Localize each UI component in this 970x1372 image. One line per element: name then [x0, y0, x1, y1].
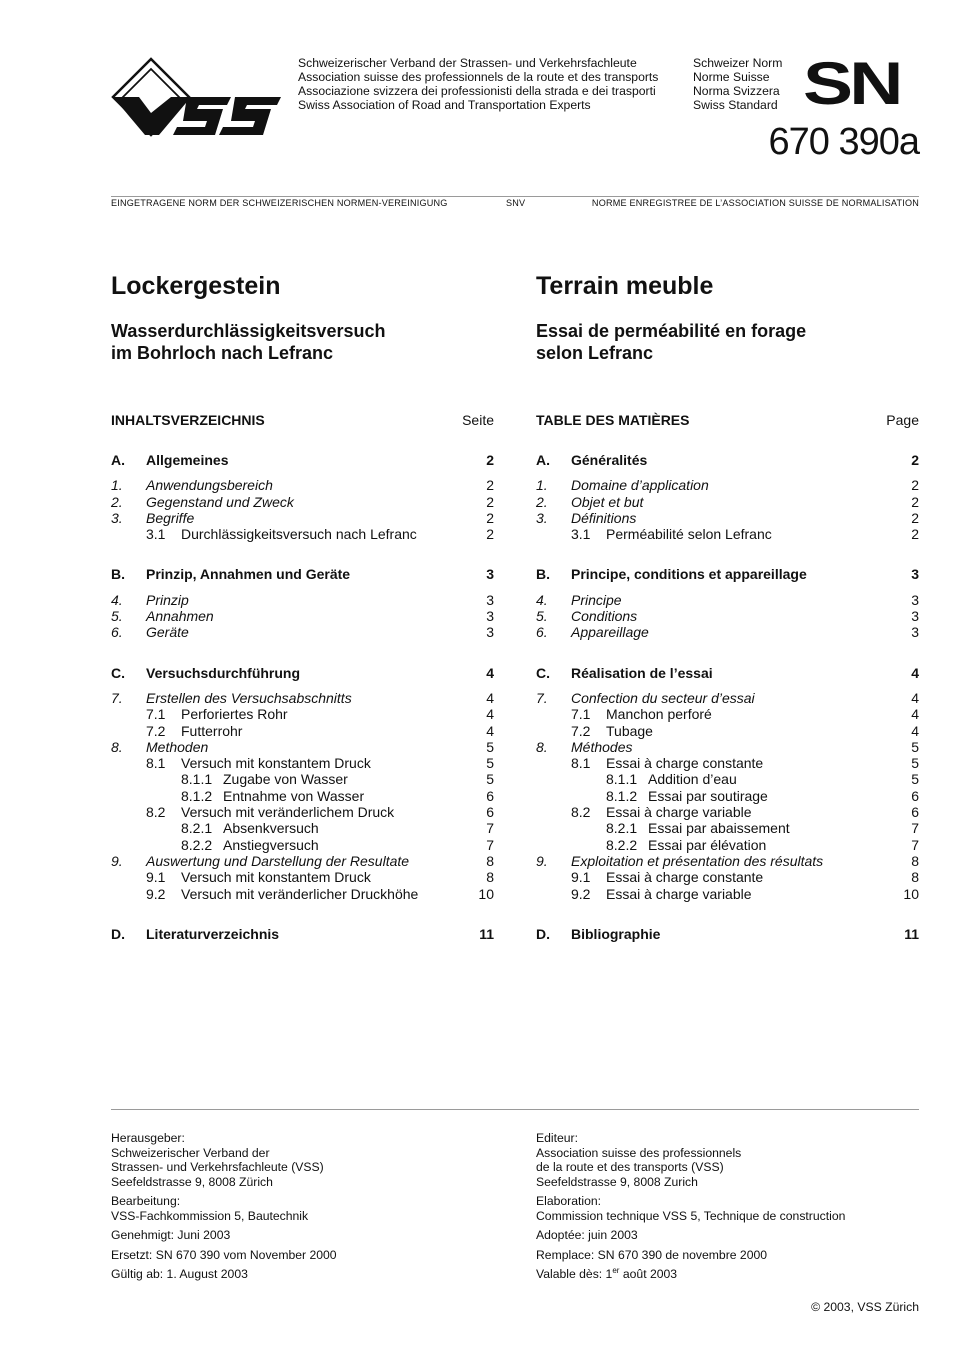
toc-entry-page: 5	[486, 738, 494, 755]
toc-entry-page: 5	[486, 755, 494, 772]
toc-section-number: B.	[536, 566, 550, 583]
toc-entry	[536, 608, 919, 624]
toc-entry-page: 10	[478, 885, 494, 902]
toc-entry	[536, 494, 919, 510]
toc-entry-text: Essai à charge variable	[606, 885, 752, 902]
footer-fr	[536, 1131, 845, 1287]
toc-entry-text: Absenkversuch	[223, 820, 319, 837]
column-fr	[536, 271, 919, 942]
toc-entry-text: Objet et but	[571, 493, 644, 510]
toc-entry	[111, 739, 494, 755]
publisher-label-fr: Editeur:	[536, 1131, 579, 1145]
toc-section-page: 11	[904, 925, 919, 942]
toc-entry-page: 7	[486, 836, 494, 853]
toc-entry-number: 5.	[111, 608, 123, 625]
toc-section-page: 3	[911, 566, 919, 583]
toc-entry-number: 9.2	[146, 885, 166, 902]
toc-entry-page: 4	[486, 722, 494, 739]
publisher-line-de: Seefeldstrasse 9, 8008 Zürich	[111, 1174, 273, 1189]
toc-entry-text: Erstellen des Versuchsabschnitts	[146, 689, 352, 706]
elaboration-text-fr: Commission technique VSS 5, Technique de construction	[536, 1208, 846, 1223]
toc-section	[111, 926, 494, 942]
elaboration-text-de: VSS-Fachkommission 5, Bautechnik	[111, 1208, 309, 1223]
toc-entry-page: 4	[911, 722, 919, 739]
toc-section	[536, 926, 919, 942]
valid-de: Gültig ab: 1. August 2003	[111, 1267, 248, 1281]
toc-section	[111, 665, 494, 681]
toc-entry-text: Zugabe von Wasser	[223, 771, 348, 788]
toc-section-number: A.	[111, 452, 125, 468]
toc-entry-number: 7.1	[571, 706, 591, 723]
toc-entry-text: Entnahme von Wasser	[223, 787, 365, 804]
toc-entry-number: 9.2	[571, 885, 591, 902]
toc-section-page: 2	[911, 452, 919, 468]
toc-entry	[111, 869, 494, 885]
toc-entry-text: Appareillage	[571, 624, 649, 641]
toc-entry	[536, 510, 919, 526]
toc-entry-text: Geräte	[146, 624, 189, 641]
elaboration-label-fr: Elaboration:	[536, 1194, 602, 1208]
valid-fr-sup: er	[612, 1265, 620, 1275]
toc-entry-page: 2	[911, 493, 919, 510]
toc-entry	[536, 837, 919, 853]
toc-entry-number: 3.	[536, 509, 548, 526]
toc-entry-page: 7	[911, 836, 919, 853]
toc-entry-page: 8	[486, 852, 494, 869]
toc-entry-page: 5	[486, 771, 494, 788]
toc-entry-text: Anstiegversuch	[223, 836, 319, 853]
toc-entry-number: 8.2.1	[181, 820, 213, 837]
toc-entry-number: 7.2	[146, 722, 166, 739]
toc-entry-page: 2	[911, 477, 919, 494]
toc-section-page: 4	[486, 664, 494, 681]
norm-type-labels	[693, 56, 782, 112]
toc-entry-text: Methoden	[146, 738, 209, 755]
toc-entry	[111, 771, 494, 787]
toc-entry-number: 1.	[111, 477, 123, 494]
toc-entry-page: 6	[486, 804, 494, 821]
toc-entry-text: Anwendungsbereich	[146, 477, 273, 494]
toc-entry-text: Addition d’eau	[648, 771, 737, 788]
toc-entry-page: 10	[903, 885, 919, 902]
toc-entry-number: 8.1.2	[181, 787, 213, 804]
toc-entry-number: 1.	[536, 477, 548, 494]
toc-section-page: 3	[486, 566, 494, 583]
approved-de: Genehmigt: Juni 2003	[111, 1228, 231, 1242]
norm-type-it: Norma Svizzera	[693, 84, 780, 98]
toc-section-number: B.	[111, 566, 125, 583]
publisher-line-fr: Association suisse des professionnels	[536, 1145, 742, 1160]
publisher-line-fr: de la route et des transports (VSS)	[536, 1160, 724, 1174]
toc-entry	[111, 723, 494, 739]
norm-type-de: Schweizer Norm	[693, 56, 783, 70]
toc-entry-text: Essai par élévation	[648, 836, 767, 853]
association-name-it: Associazione svizzera dei professionisti della strada e dei trasporti	[298, 84, 656, 98]
toc-entry-page: 3	[486, 591, 494, 608]
toc-entry-page: 3	[911, 591, 919, 608]
copyright: © 2003, VSS Zürich	[811, 1300, 919, 1314]
toc-entry-text: Versuch mit konstantem Druck	[181, 755, 371, 772]
toc-entry-page: 2	[486, 509, 494, 526]
toc-entry-text: Essai à charge constante	[606, 755, 764, 772]
toc-entry-page: 2	[486, 526, 494, 543]
toc-entry	[536, 820, 919, 836]
toc-entry	[111, 526, 494, 542]
toc-entry	[111, 494, 494, 510]
publisher-line-fr: Seefeldstrasse 9, 8008 Zurich	[536, 1174, 698, 1189]
toc-entry-page: 3	[911, 608, 919, 625]
toc-entry-text: Durchlässigkeitsversuch nach Lefranc	[181, 526, 417, 543]
toc-entry-number: 8.	[111, 738, 123, 755]
toc-entry-page: 4	[911, 706, 919, 723]
toc-entry-number: 6.	[536, 624, 548, 641]
toc-entry	[536, 886, 919, 902]
toc-section-title: Literaturverzeichnis	[146, 925, 280, 942]
toc-entry-page: 8	[911, 852, 919, 869]
toc-section-number: D.	[111, 925, 125, 942]
toc-entry-page: 7	[486, 820, 494, 837]
toc-entry-text: Essai par soutirage	[648, 787, 768, 804]
toc-entry	[111, 853, 494, 869]
subtitle-de-line1: Wasserdurchlässigkeitsversuch	[111, 321, 386, 341]
sn-logo: SN	[803, 50, 900, 117]
toc-entry-page: 3	[486, 624, 494, 641]
toc-entry	[536, 526, 919, 542]
toc-entry-number: 3.1	[571, 526, 591, 543]
toc-entry-page: 2	[911, 509, 919, 526]
toc-entry-text: Principe	[571, 591, 622, 608]
toc-entry-text: Essai par abaissement	[648, 820, 790, 837]
publisher-line-de: Schweizerischer Verband der	[111, 1145, 270, 1160]
toc-section-title: Généralités	[571, 452, 648, 468]
toc-entry-page: 4	[486, 706, 494, 723]
toc-entry-text: Définitions	[571, 509, 637, 526]
footer-divider	[111, 1109, 919, 1110]
toc-entry-number: 8.1	[571, 755, 591, 772]
toc-entry	[111, 477, 494, 493]
toc-entry-text: Méthodes	[571, 738, 633, 755]
vss-logo-graphic	[111, 57, 291, 141]
toc-entry	[111, 690, 494, 706]
toc-entry-page: 3	[486, 608, 494, 625]
toc-entry	[111, 624, 494, 640]
toc-entry-number: 9.1	[571, 869, 591, 886]
toc-entry	[111, 510, 494, 526]
toc-entry-number: 8.1.2	[606, 787, 638, 804]
association-name-de: Schweizerischer Verband der Strassen- und Verkehrsfachleute	[298, 56, 637, 70]
toc-entry-page: 6	[911, 787, 919, 804]
toc-section-page: 2	[486, 452, 494, 468]
toc-entry-text: Versuch mit veränderlichem Druck	[181, 804, 395, 821]
toc-entry-page: 4	[911, 689, 919, 706]
title-de: Lockergestein	[111, 272, 281, 300]
toc-entry	[111, 804, 494, 820]
toc-header-fr	[536, 412, 919, 429]
toc-entry-text: Versuch mit veränderlicher Druckhöhe	[181, 885, 419, 902]
toc-section-number: A.	[536, 452, 550, 468]
toc-entry-number: 8.	[536, 738, 548, 755]
toc-entry-text: Annahmen	[146, 608, 214, 625]
toc-entry-number: 7.	[536, 689, 548, 706]
toc-page-label-de: Seite	[462, 412, 494, 428]
toc-entry	[111, 886, 494, 902]
toc-entry-number: 8.2	[571, 804, 591, 821]
toc-entry	[536, 739, 919, 755]
toc-entry-text: Begriffe	[146, 509, 195, 526]
toc-entry-number: 7.	[111, 689, 123, 706]
publisher-label-de: Herausgeber:	[111, 1131, 185, 1145]
toc-entry	[536, 755, 919, 771]
toc-entry	[111, 837, 494, 853]
toc-entry-number: 8.1	[146, 755, 166, 772]
toc-entry-number: 8.1.1	[181, 771, 213, 788]
approved-fr: Adoptée: juin 2003	[536, 1228, 638, 1242]
toc-entry	[111, 608, 494, 624]
toc-entry-number: 8.2.2	[181, 836, 213, 853]
toc-entry-page: 6	[486, 787, 494, 804]
toc-section-title: Versuchsdurchführung	[146, 664, 301, 681]
toc-entry	[111, 755, 494, 771]
toc-entry	[536, 788, 919, 804]
publisher-line-de: Strassen- und Verkehrsfachleute (VSS)	[111, 1160, 324, 1174]
toc-section-number: C.	[536, 664, 550, 681]
toc-section-title: Réalisation de l’essai	[571, 664, 713, 681]
toc-entry-number: 5.	[536, 608, 548, 625]
toc-entry-text: Domaine d’application	[571, 477, 709, 494]
toc-section-number: C.	[111, 664, 125, 681]
subtitle-fr-line1: Essai de perméabilité en forage	[536, 321, 807, 341]
toc-entry	[536, 853, 919, 869]
registration-fr: NORME ENREGISTREE DE L’ASSOCIATION SUISSE DE NORMALISATION	[591, 198, 919, 208]
toc-entry-text: Conditions	[571, 608, 638, 625]
toc-entry-page: 2	[486, 477, 494, 494]
registration-snv: SNV	[506, 198, 526, 208]
toc-entry-page: 7	[911, 820, 919, 837]
valid-fr-suffix: août 2003	[619, 1267, 678, 1281]
toc-entry-page: 5	[911, 771, 919, 788]
toc-entry-text: Essai à charge variable	[606, 804, 752, 821]
toc-fr	[536, 452, 919, 942]
valid-fr	[536, 1267, 845, 1282]
toc-entry	[536, 477, 919, 493]
toc-entry	[536, 804, 919, 820]
toc-section	[536, 452, 919, 468]
toc-entry-page: 5	[911, 755, 919, 772]
header-divider	[111, 196, 919, 197]
toc-entry-page: 5	[911, 738, 919, 755]
toc-entry	[111, 820, 494, 836]
toc-section-title: Principe, conditions et appareillage	[571, 566, 807, 583]
toc-entry	[536, 624, 919, 640]
norm-number: 670 390a	[768, 121, 919, 163]
toc-section-title: Prinzip, Annahmen und Geräte	[146, 566, 351, 583]
toc-section-number: D.	[536, 925, 550, 942]
toc-entry	[111, 592, 494, 608]
toc-entry-number: 8.2	[146, 804, 166, 821]
toc-entry-text: Perméabilité selon Lefranc	[606, 526, 772, 543]
toc-entry	[536, 771, 919, 787]
toc-entry-number: 7.1	[146, 706, 166, 723]
footer-de	[111, 1131, 337, 1287]
toc-entry-page: 6	[911, 804, 919, 821]
toc-section-page: 4	[911, 664, 919, 681]
toc-entry-text: Essai à charge constante	[606, 869, 764, 886]
toc-entry-text: Gegenstand und Zweck	[146, 493, 294, 510]
toc-entry	[111, 788, 494, 804]
title-fr: Terrain meuble	[536, 272, 714, 300]
toc-section	[111, 452, 494, 468]
association-names	[298, 56, 658, 112]
toc-section-title: Bibliographie	[571, 925, 661, 942]
toc-entry-page: 2	[911, 526, 919, 543]
toc-entry-number: 9.	[111, 852, 123, 869]
toc-entry-page: 4	[486, 689, 494, 706]
toc-entry	[111, 706, 494, 722]
toc-label-de: INHALTSVERZEICHNIS	[111, 412, 265, 428]
association-name-fr: Association suisse des professionnels de la route et des transports	[298, 70, 659, 84]
toc-de	[111, 452, 494, 942]
toc-section	[536, 665, 919, 681]
registration-de: EINGETRAGENE NORM DER SCHWEIZERISCHEN NORMEN-VEREINIGUNG	[111, 198, 448, 208]
replaces-fr: Remplace: SN 670 390 de novembre 2000	[536, 1247, 768, 1262]
association-name-en: Swiss Association of Road and Transportation Experts	[298, 98, 591, 112]
toc-entry-text: Exploitation et présentation des résultats	[571, 852, 824, 869]
toc-entry-page: 8	[911, 869, 919, 886]
toc-entry-number: 4.	[536, 591, 548, 608]
column-de	[111, 271, 494, 942]
toc-entry	[536, 690, 919, 706]
toc-entry-number: 6.	[111, 624, 123, 641]
toc-entry-text: Tubage	[606, 722, 653, 739]
toc-entry	[536, 706, 919, 722]
subtitle-de-line2: im Bohrloch nach Lefranc	[111, 343, 334, 363]
toc-entry-number: 3.1	[146, 526, 166, 543]
toc-entry-page: 8	[486, 869, 494, 886]
toc-entry-number: 8.1.1	[606, 771, 638, 788]
toc-header-de	[111, 412, 494, 429]
valid-fr-prefix: Valable dès: 1	[536, 1267, 613, 1281]
toc-section	[536, 566, 919, 582]
toc-entry	[536, 869, 919, 885]
toc-entry-text: Perforiertes Rohr	[181, 706, 288, 723]
toc-entry-text: Futterrohr	[181, 722, 243, 739]
elaboration-label-de: Bearbeitung:	[111, 1194, 181, 1208]
toc-entry-number: 2.	[111, 493, 123, 510]
toc-label-fr: TABLE DES MATIÈRES	[536, 412, 690, 428]
norm-type-fr: Norme Suisse	[693, 70, 770, 84]
toc-entry-number: 2.	[536, 493, 548, 510]
toc-entry-text: Versuch mit konstantem Druck	[181, 869, 371, 886]
toc-entry-number: 8.2.1	[606, 820, 638, 837]
toc-page-label-fr: Page	[886, 412, 919, 428]
toc-section-title: Allgemeines	[146, 452, 229, 468]
toc-entry-text: Confection du secteur d’essai	[571, 689, 755, 706]
toc-entry	[536, 592, 919, 608]
toc-entry	[536, 723, 919, 739]
toc-section	[111, 566, 494, 582]
toc-entry-page: 3	[911, 624, 919, 641]
toc-entry-number: 7.2	[571, 722, 591, 739]
subtitle-fr-line2: selon Lefranc	[536, 343, 654, 363]
norm-type-en: Swiss Standard	[693, 98, 778, 112]
toc-entry-number: 9.	[536, 852, 548, 869]
toc-entry-text: Manchon perforé	[606, 706, 712, 723]
toc-entry-number: 4.	[111, 591, 123, 608]
toc-entry-text: Auswertung und Darstellung der Resultate	[146, 852, 410, 869]
toc-entry-page: 2	[486, 493, 494, 510]
toc-entry-number: 3.	[111, 509, 123, 526]
vss-logo	[111, 57, 291, 141]
replaces-de: Ersetzt: SN 670 390 vom November 2000	[111, 1247, 337, 1262]
toc-entry-text: Prinzip	[146, 591, 189, 608]
toc-entry-number: 8.2.2	[606, 836, 638, 853]
toc-entry-number: 9.1	[146, 869, 166, 886]
toc-section-page: 11	[479, 925, 494, 942]
